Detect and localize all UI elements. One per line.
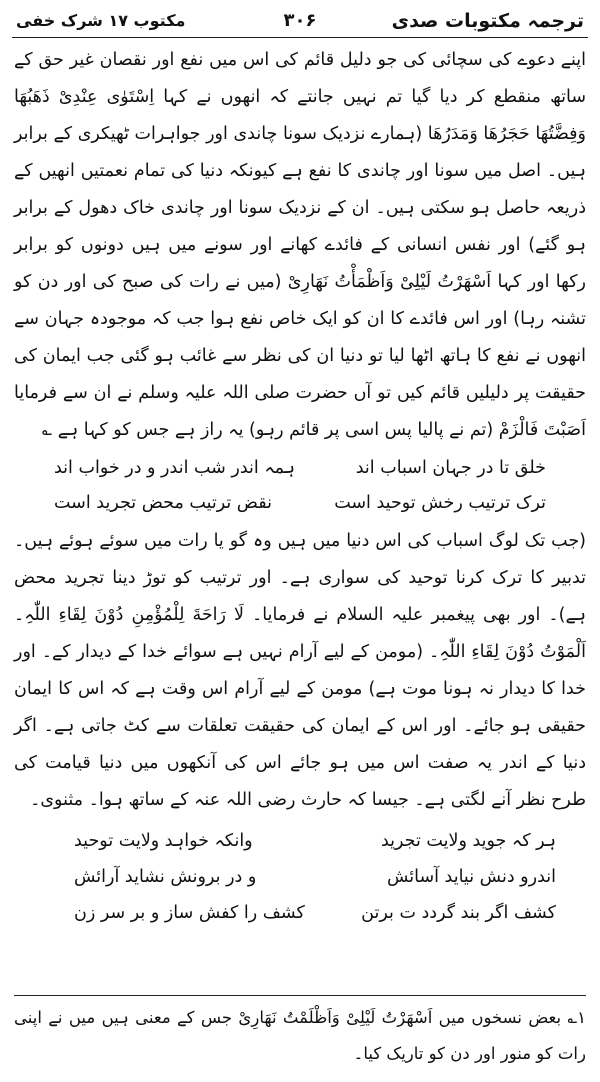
verse-line: خلق تا در جہان اسباب اند [355, 458, 546, 478]
footnote-divider [14, 995, 586, 996]
page-header [12, 4, 588, 38]
verse-couplet [74, 823, 556, 859]
verse-block-2 [74, 823, 556, 931]
paragraph-1: اپنے دعوے کی سچائی کی جو دلیل قائم کی اس میں نفع اور نقصان غیر حق کے ساتھ منقطع کر دیا گیا تم نہیں جانتے کہ انھوں نے کہا اِسْتَوٰی عِنْدِیْ ذَھَبُھَا وَفِضَّتُھَا حَجَرُھَا وَمَدَرُھَا (ہمارے نزدیک سونا چاندی اور جواہرات ٹھیکری کے برابر ہیں۔ اصل میں سونا اور چاندی کا نفع ہے کیونکہ دنیا کی تمام نعمتیں انھیں کے ذریعہ حاصل ہو سکتی ہیں۔ ان کے نزدیک سونا اور چاندی خاک دھول کے برابر ہو گئے) اور نفس انسانی کے فائدے کھانے اور سونے میں ہیں دونوں کو برابر رکھا اور کہا اَسْھَرْتُ لَیْلِیْ وَاَظْمَأْتُ نَھَارِیْ (میں نے رات کی صبح کی اور دن کو تشنہ رہا) اور اس فائدے کا ان کو ایک خاص نفع ہوا جب کہ موجودہ جہان سے انھوں نے نفع کا ہاتھ اٹھا لیا تو دنیا ان کی نظر سے غائب ہو گئی جب ایمان کی حقیقت پر دلیلیں قائم کیں تو آں حضرت صلی اللہ علیہ وسلم نے ان سے فرمایا اَصَبْتَ فَالْزَمْ (تم نے پالیا پس اسی پر قائم رہو) یہ راز ہے جس کو کہا ہے ؎ [14, 50, 586, 440]
verse-couplet [54, 486, 546, 521]
verse-line: ترک ترتیب رخش توحید است [334, 493, 546, 513]
verse-couplet [54, 451, 546, 486]
book-title: ترجمہ مکتوبات صدی [391, 9, 584, 32]
verse-line: اندرو دنش نیاید آسائش [386, 867, 556, 887]
verse-line: ہمہ اندر شب اندر و در خواب اند [54, 458, 295, 478]
verse-line: وانکہ خواہد ولایت توحید [74, 831, 253, 851]
verse-couplet [74, 895, 556, 931]
page-number: ۳۰۶ [283, 10, 317, 31]
section-title: مکتوب ۱۷ شرک خفی [16, 11, 186, 30]
paragraph-2: (جب تک لوگ اسباب کی اس دنیا میں ہیں وہ گو یا رات میں سوئے ہوئے ہیں۔ تدبیر کا ترک کرنا توحید کی سواری ہے۔ اور ترتیب کو توڑ دینا تجرید محض ہے)۔ اور بھی پیغمبر علیہ السلام نے فرمایا۔ لَا رَاحَةَ لِلْمُؤْمِنِ دُوْنَ لِقَاءِ اللّٰہِ۔ اَلْمَوْتُ دُوْنَ لِقَاءِ اللّٰہِ۔ (مومن کے لیے آرام نہیں ہے سوائے خدا کے دیدار کے۔ اور خدا کا دیدار نہ ہونا موت ہے) مومن کے لیے آرام اس وقت ہے کہ اس کا ایمان حقیقی ہو جائے۔ اور اس کے ایمان کی حقیقت تعلقات سے کٹ جاتی ہے۔ اگر دنیا کے اندر یہ صفت اس میں ہو جائے اس کی آنکھوں میں دنیا قیامت کی طرح نظر آنے لگتی ہے۔ جیسا کہ حارث رضی اللہ عنہ کے ساتھ ہوا۔ مثنوی۔ [14, 531, 586, 810]
verse-line: ہر کہ جوید ولایت تجرید [380, 831, 556, 851]
verse-couplet [74, 859, 556, 895]
verse-line: کشف را کفش ساز و بر سر زن [74, 903, 305, 923]
verse-line: و در برونش نشاید آرائش [74, 867, 257, 887]
footnote: ۱؎ بعض نسخوں میں اَسْھَرْتُ لَیْلِیْ وَاَظْلَمْتُ نَھَارِیْ جس کے معنی ہیں میں نے اپنی رات کو منور اور دن کو تاریک کیا۔ [14, 1008, 586, 1063]
verse-line: نقض ترتیب محض تجرید است [54, 493, 272, 513]
page-body [14, 42, 586, 931]
verse-block-1 [54, 451, 546, 521]
verse-line: کشف اگر بند گردد ت برتن [361, 903, 556, 923]
